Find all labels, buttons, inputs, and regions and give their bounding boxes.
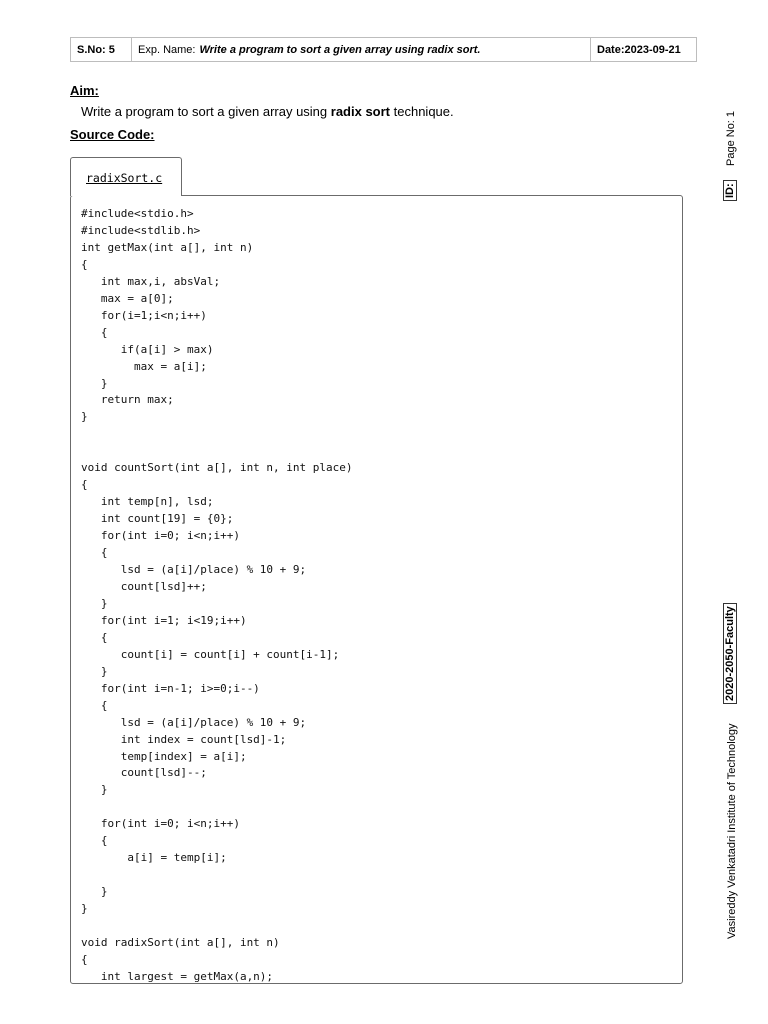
page-number: Page No: 1: [725, 110, 737, 166]
institute-name: Vasireddy Venkatadri Institute of Technology: [726, 723, 738, 939]
experiment-date: Date:2023-09-21: [597, 43, 681, 56]
file-tab-label: radixSort.c: [86, 171, 163, 185]
source-code-heading: Source Code:: [70, 127, 155, 142]
aim-heading: Aim:: [70, 83, 99, 98]
experiment-name-label: Exp. Name:: [138, 43, 196, 56]
faculty-id: 2020-2050-Faculty: [723, 603, 737, 704]
aim-text-before: Write a program to sort a given array using: [81, 104, 331, 119]
aim-text: [81, 104, 454, 119]
experiment-header: [70, 37, 697, 62]
experiment-name-cell: [132, 38, 591, 61]
code-block: [70, 195, 683, 984]
id-label: ID:: [723, 180, 737, 201]
aim-text-bold: radix sort: [330, 104, 391, 119]
file-tab[interactable]: [70, 157, 182, 196]
experiment-name: Write a program to sort a given array using radix sort.: [199, 43, 481, 56]
aim-text-after: technique.: [390, 104, 454, 119]
source-code: #include<stdio.h> #include<stdlib.h> int getMax(int a[], int n) { int max,i, absVal; max = a[0]; for(i=1;i<n;i++) { if(a[i] > max) max = a[i]; } return max; } void countSort(int a[], int n, int place) { int temp[n], lsd; int count[19] = {0}; for(int i=0; i<n;i++) { lsd = (a[i]/place) % 10 + 9; count[lsd]++; } for(int i=1; i<19;i++) { count[i] = count[i] + count[i-1]; } for(int i=n-1; i>=0;i--) { lsd = (a[i]/place) % 10 + 9; int index = count[lsd]-1; temp[index] = a[i]; count[lsd]--; } for(int i=0; i<n;i++) { a[i] = temp[i]; } } void radixSort(int a[], int n) { int largest = getMax(a,n);: [81, 207, 353, 983]
serial-number: S.No: 5: [71, 38, 132, 61]
